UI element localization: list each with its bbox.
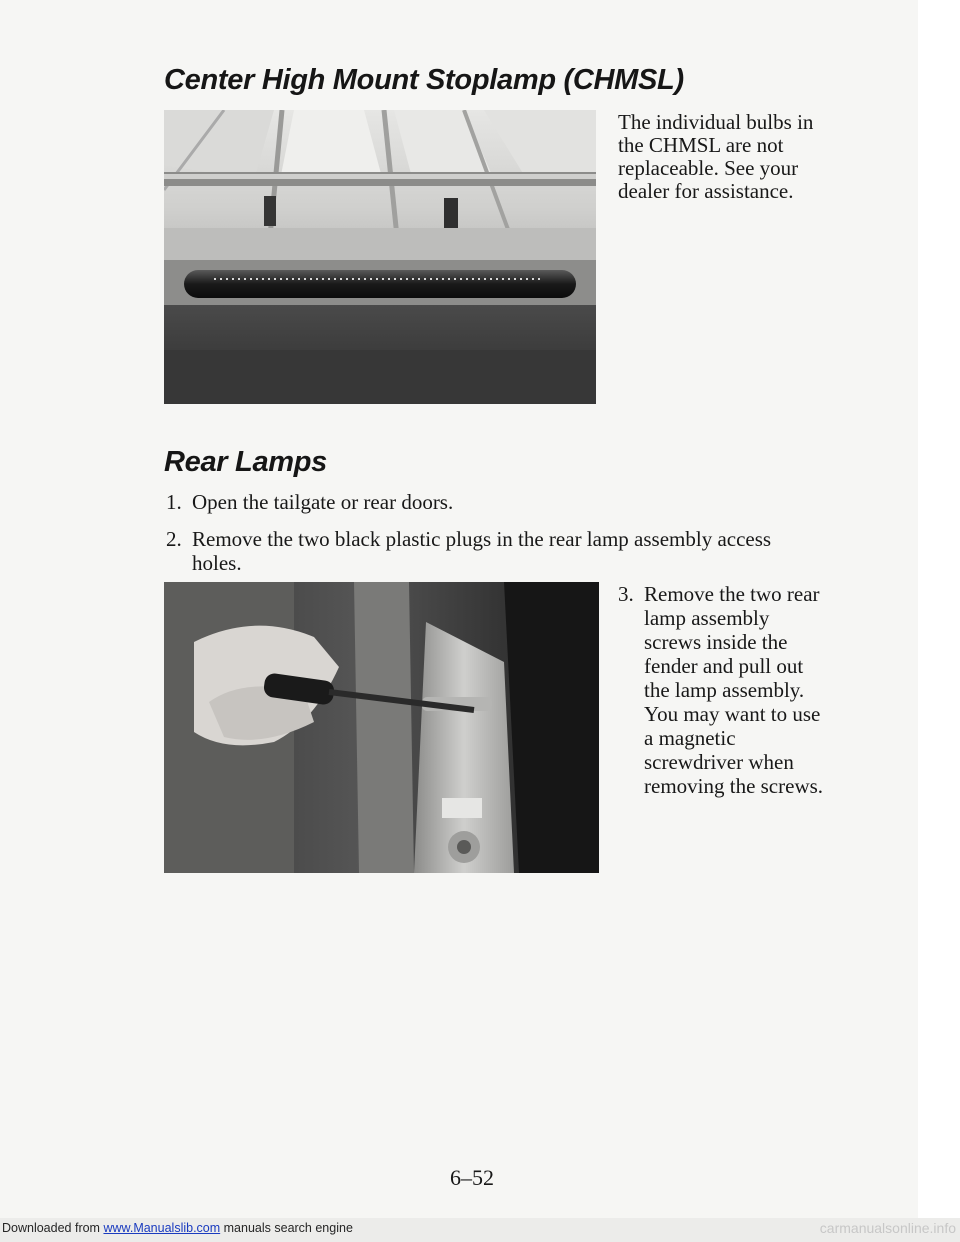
chmsl-instructions: The individual bulbs in the CHMSL are not replaceable. See your dealer for assistance. [618, 110, 814, 203]
page-number: 6–52 [450, 1165, 494, 1190]
step-text: Remove the two rear lamp assembly screws inside the fender and pull out the lamp assembly. You may want to use a magnetic screwdriver when removing the screws. [644, 582, 824, 798]
step-3 [618, 582, 828, 798]
footer-bar [0, 1218, 960, 1242]
chmsl-photo [164, 110, 596, 404]
step-text: Remove the two black plastic plugs in the rear lamp assembly access holes. [192, 527, 772, 575]
chmsl-photo-image [164, 110, 596, 404]
rear-lamp-photo-image [164, 582, 599, 873]
step-1 [166, 490, 826, 514]
page-margin [918, 0, 960, 1242]
footer-suffix: manuals search engine [220, 1221, 353, 1235]
step-number: 1. [166, 490, 182, 514]
step-2 [166, 527, 806, 575]
step-number: 2. [166, 527, 182, 551]
manualslib-link[interactable]: www.Manualslib.com [103, 1221, 221, 1235]
download-source [2, 1221, 353, 1235]
footer-prefix: Downloaded from [2, 1221, 104, 1235]
chmsl-heading: Center High Mount Stoplamp (CHMSL) [164, 64, 684, 96]
step-text: Open the tailgate or rear doors. [192, 490, 454, 514]
step-number: 3. [618, 582, 634, 606]
watermark: carmanualsonline.info [819, 1220, 956, 1236]
rear-lamps-heading: Rear Lamps [164, 446, 328, 478]
rear-lamp-photo [164, 582, 599, 873]
